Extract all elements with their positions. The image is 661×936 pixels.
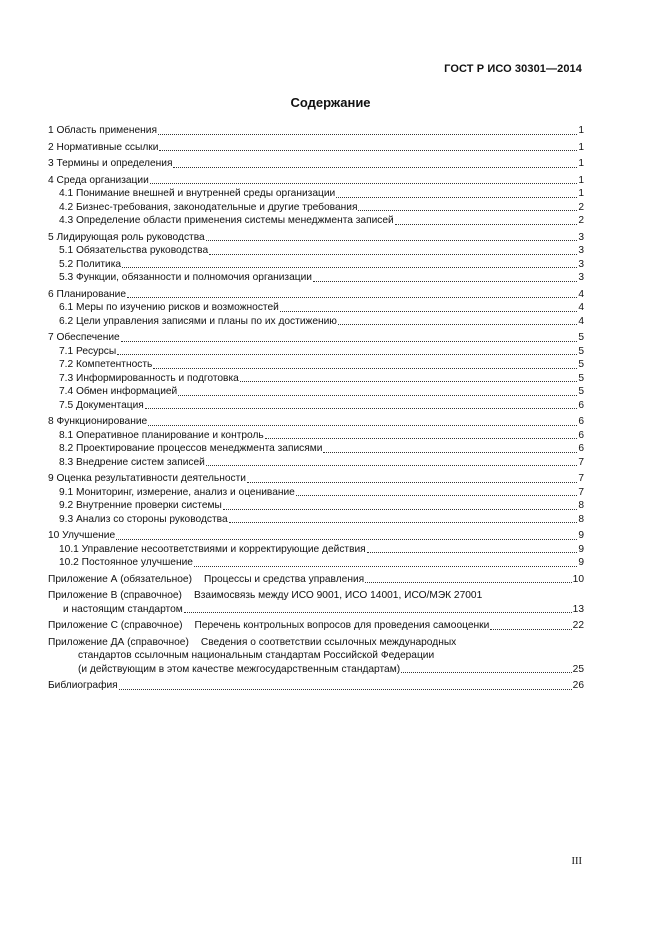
toc-entry-label: 5.3 Функции, обязанности и полномочия организации xyxy=(59,272,312,283)
toc-entry-label: 6.2 Цели управления записями и планы по их достижению xyxy=(59,315,337,327)
toc-subentry[interactable] xyxy=(48,429,584,443)
toc-entry-page: 2 xyxy=(578,201,584,213)
toc-entry-label: 8.3 Внедрение систем записей xyxy=(59,456,205,468)
dot-leader xyxy=(229,522,578,523)
annex-designation: Приложение В (справочное) xyxy=(48,590,182,601)
toc-entry-page: 1 xyxy=(578,125,584,136)
dot-leader xyxy=(145,408,578,409)
dot-leader xyxy=(280,311,578,312)
toc-entry-label: 7.2 Компетентность xyxy=(59,359,153,370)
toc-annex-entry[interactable] xyxy=(48,573,584,587)
toc-annex-entry-continuation[interactable] xyxy=(48,603,584,617)
toc-entry-page: 3 xyxy=(578,245,584,256)
toc-entry-label: 5 Лидирующая роль руководства xyxy=(48,231,205,243)
toc-entry-label: Библиография xyxy=(48,680,118,691)
toc-entry-page: 6 xyxy=(578,443,584,454)
annex-title: Процессы и средства управления xyxy=(204,573,365,585)
toc-entry[interactable] xyxy=(48,331,584,345)
dot-leader xyxy=(367,552,578,553)
toc-entry-page: 1 xyxy=(578,174,584,186)
toc-entry-label: 4.2 Бизнес-требования, законодательные и другие требования xyxy=(59,201,358,213)
dot-leader xyxy=(153,368,577,369)
dot-leader xyxy=(116,539,577,540)
dot-leader xyxy=(395,224,578,225)
toc-subentry[interactable] xyxy=(48,201,584,215)
toc-subentry[interactable] xyxy=(48,258,584,272)
toc-entry-page: 5 xyxy=(578,345,584,357)
dot-leader xyxy=(265,438,578,439)
toc-subentry[interactable] xyxy=(48,499,584,513)
toc-entry[interactable] xyxy=(48,231,584,245)
page-number: III xyxy=(571,856,582,867)
dot-leader xyxy=(240,381,578,382)
toc-entry-page: 3 xyxy=(578,258,584,270)
dot-leader xyxy=(184,612,572,613)
toc-entry-page: 8 xyxy=(578,500,584,511)
toc-entry[interactable] xyxy=(48,529,584,543)
toc-entry-label: 7.5 Документация xyxy=(59,399,144,411)
toc-entry-page: 7 xyxy=(578,456,584,468)
toc-entry-label: 6 Планирование xyxy=(48,288,127,300)
toc-entry-label: 9.1 Мониторинг, измерение, анализ и оценивание xyxy=(59,486,295,498)
toc-subentry[interactable] xyxy=(48,187,584,201)
page-title: Содержание xyxy=(290,95,371,110)
dot-leader xyxy=(401,672,572,673)
dot-leader xyxy=(122,267,577,268)
toc-subentry[interactable] xyxy=(48,214,584,228)
dot-leader xyxy=(358,210,577,211)
toc-entry-page: 22 xyxy=(572,620,584,631)
toc-subentry[interactable] xyxy=(48,271,584,285)
toc-entry-label: 10 Улучшение xyxy=(48,530,116,541)
toc-subentry[interactable] xyxy=(48,372,584,386)
toc-entry-page: 5 xyxy=(578,359,584,370)
toc-entry-page: 25 xyxy=(572,663,584,675)
toc-entry-label: 4.3 Определение области применения системы менеджмента записей xyxy=(59,215,394,226)
annex-title-line: и настоящим стандартом xyxy=(63,603,183,615)
toc-subentry[interactable] xyxy=(48,385,584,399)
dot-leader xyxy=(323,452,577,453)
toc-entry-page: 9 xyxy=(578,530,584,541)
annex-designation: Приложение ДА (справочное) xyxy=(48,636,189,648)
toc-entry-label: 5.2 Политика xyxy=(59,258,122,270)
toc-entry-page: 7 xyxy=(578,486,584,498)
toc-annex-entry-continuation[interactable] xyxy=(48,663,584,677)
annex-designation: Приложение С (справочное) xyxy=(48,620,183,631)
toc-entry-label: 7.3 Информированность и подготовка xyxy=(59,372,239,384)
toc-subentry[interactable] xyxy=(48,244,584,258)
toc-subentry[interactable] xyxy=(48,486,584,500)
toc-entry-page: 4 xyxy=(578,315,584,327)
toc-entry[interactable] xyxy=(48,174,584,188)
toc-subentry[interactable] xyxy=(48,345,584,359)
toc-entry-page: 1 xyxy=(578,141,584,153)
toc-entry-page: 2 xyxy=(578,215,584,226)
toc-subentry[interactable] xyxy=(48,358,584,372)
toc-annex-entry-continuation[interactable] xyxy=(48,649,584,663)
toc-entry-page: 7 xyxy=(578,473,584,484)
toc-entry-label: 3 Термины и определения xyxy=(48,158,173,169)
toc-entry-label: 8.2 Проектирование процессов менеджмента записями xyxy=(59,443,323,454)
dot-leader xyxy=(223,509,578,510)
toc-entry-page: 5 xyxy=(578,332,584,343)
toc-bibliography-entry[interactable] xyxy=(48,679,584,693)
toc-entry-page: 6 xyxy=(578,429,584,441)
toc-subentry[interactable] xyxy=(48,399,584,413)
annex-title-line: (и действующим в этом качестве межгосударственным стандартам) xyxy=(78,663,401,675)
toc-entry-label: 7.4 Обмен информацией xyxy=(59,386,178,397)
toc-entry-page: 6 xyxy=(578,399,584,411)
toc-entry-page: 10 xyxy=(572,573,584,585)
toc-entry-page: 6 xyxy=(578,416,584,427)
toc-entry-label: 4 Среда организации xyxy=(48,174,149,186)
toc-subentry[interactable] xyxy=(48,301,584,315)
dot-leader xyxy=(178,395,577,396)
toc-entry-page: 8 xyxy=(578,513,584,525)
toc-entry-page: 3 xyxy=(578,272,584,283)
dot-leader xyxy=(313,281,577,282)
toc-entry-page: 9 xyxy=(578,543,584,555)
toc-entry-page: 4 xyxy=(578,302,584,313)
toc-entry-label: 10.1 Управление несоответствиями и корректирующие действия xyxy=(59,543,366,555)
toc-annex-entry[interactable] xyxy=(48,636,584,650)
dot-leader xyxy=(336,197,577,198)
dot-leader xyxy=(150,183,578,184)
toc-entry-page: 5 xyxy=(578,372,584,384)
document-code: ГОСТ Р ИСО 30301—2014 xyxy=(444,63,582,75)
dot-leader xyxy=(338,324,577,325)
annex-designation: Приложение А (обязательное) xyxy=(48,573,192,585)
dot-leader xyxy=(127,297,577,298)
dot-leader xyxy=(121,341,578,342)
toc-subentry[interactable] xyxy=(48,556,584,570)
toc-entry-label: 7 Обеспечение xyxy=(48,332,120,343)
toc-annex-entry[interactable] xyxy=(48,619,584,633)
toc-entry-label: 6.1 Меры по изучению рисков и возможностей xyxy=(59,302,279,313)
dot-leader xyxy=(206,240,578,241)
toc-entry[interactable] xyxy=(48,288,584,302)
dot-leader xyxy=(148,425,577,426)
dot-leader xyxy=(490,629,571,630)
toc-entry-page: 5 xyxy=(578,386,584,397)
toc-entry-label: 2 Нормативные ссылки xyxy=(48,141,159,153)
annex-title: Перечень контрольных вопросов для проведения самооценки xyxy=(194,620,490,631)
dot-leader xyxy=(209,254,577,255)
annex-title: Взаимосвязь между ИСО 9001, ИСО 14001, ИСО/МЭК 27001 xyxy=(193,590,483,601)
toc-annex-entry[interactable] xyxy=(48,589,584,603)
toc-entry-page: 9 xyxy=(578,557,584,568)
toc-entry-label: 1 Область применения xyxy=(48,125,157,136)
toc-subentry[interactable] xyxy=(48,513,584,527)
toc-entry-page: 1 xyxy=(578,158,584,169)
dot-leader xyxy=(206,465,577,466)
dot-leader xyxy=(117,354,577,355)
dot-leader xyxy=(159,150,577,151)
toc-entry-label: 10.2 Постоянное улучшение xyxy=(59,557,193,568)
toc-entry-label: 7.1 Ресурсы xyxy=(59,345,117,357)
dot-leader xyxy=(365,582,571,583)
toc-entry-page: 3 xyxy=(578,231,584,243)
dot-leader xyxy=(194,566,577,567)
toc-entry[interactable] xyxy=(48,472,584,486)
toc-entry[interactable] xyxy=(48,124,584,138)
toc-entry-page: 4 xyxy=(578,288,584,300)
toc-subentry[interactable] xyxy=(48,442,584,456)
toc-entry-label: 8.1 Оперативное планирование и контроль xyxy=(59,429,264,441)
toc-subentry[interactable] xyxy=(48,543,584,557)
dot-leader xyxy=(119,689,572,690)
toc-entry-label: 9.3 Анализ со стороны руководства xyxy=(59,513,228,525)
toc-subentry[interactable] xyxy=(48,456,584,470)
annex-title-line: стандартов ссылочным национальным стандартам Российской Федерации xyxy=(78,650,435,661)
toc-entry[interactable] xyxy=(48,415,584,429)
toc-entry-page: 1 xyxy=(578,188,584,199)
toc-entry-page: 26 xyxy=(572,680,584,691)
toc-entry-label: 5.1 Обязательства руководства xyxy=(59,245,209,256)
toc-entry[interactable] xyxy=(48,141,584,155)
toc-entry-label: 9 Оценка результативности деятельности xyxy=(48,473,246,484)
toc-entry-label: 9.2 Внутренние проверки системы xyxy=(59,500,222,511)
dot-leader xyxy=(158,134,577,135)
toc-entry-page: 13 xyxy=(572,603,584,615)
dot-leader xyxy=(247,482,577,483)
toc-entry-label: 4.1 Понимание внешней и внутренней среды организации xyxy=(59,188,336,199)
toc-entry-label: 8 Функционирование xyxy=(48,416,148,427)
toc-entry[interactable] xyxy=(48,157,584,171)
dot-leader xyxy=(296,495,577,496)
toc-subentry[interactable] xyxy=(48,315,584,329)
table-of-contents xyxy=(48,124,584,693)
dot-leader xyxy=(173,167,577,168)
annex-title: Сведения о соответствии ссылочных международных xyxy=(200,636,457,648)
